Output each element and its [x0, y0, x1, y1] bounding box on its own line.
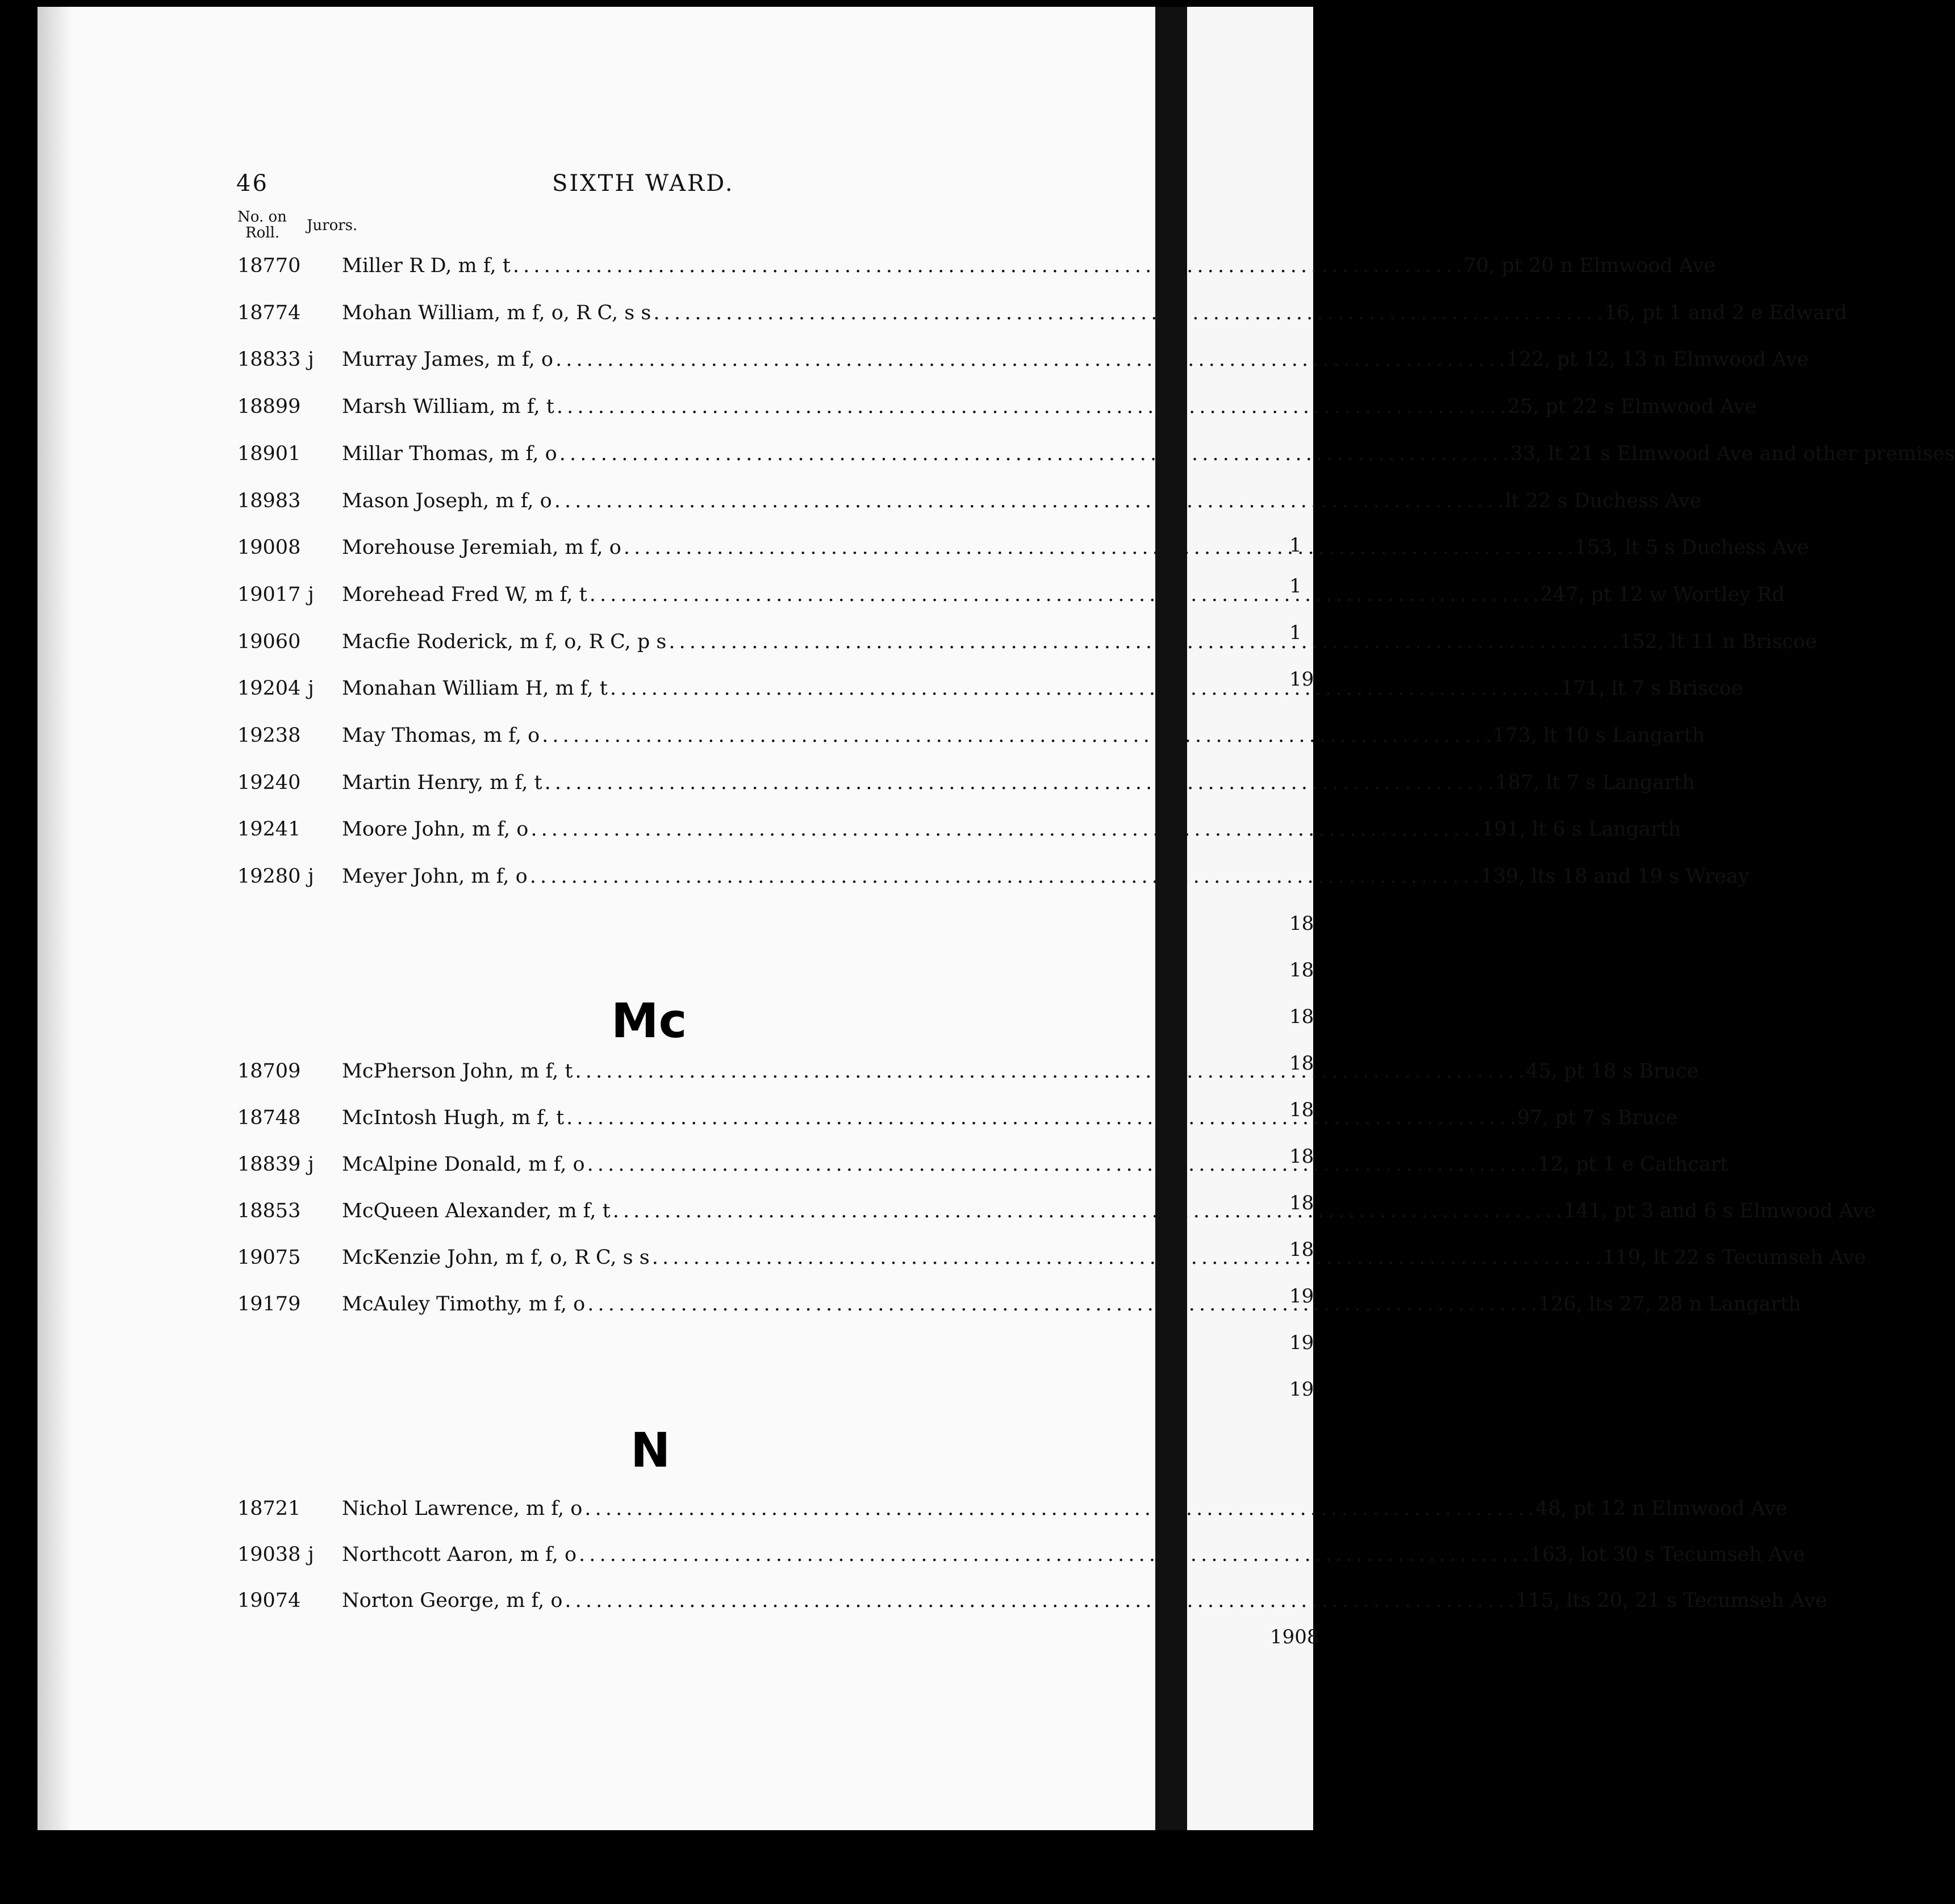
roll-number: 19060: [237, 630, 301, 653]
roll-number: 18901: [237, 442, 301, 465]
entry-line: [342, 1497, 1787, 1520]
roll-number: 19241: [237, 818, 301, 841]
roll-entry: [237, 395, 1757, 428]
property-description: 119, lt 22 s Tecumseh Ave: [1602, 1246, 1866, 1269]
entry-line: [342, 583, 1785, 606]
roll-entry: [237, 1293, 1801, 1326]
heading-n: N: [630, 1422, 671, 1478]
roll-entry: [237, 489, 1702, 523]
elector-name: McKenzie John, m f, o, R C, s s: [342, 1246, 650, 1269]
roll-number: 18748: [237, 1107, 301, 1129]
roll-entry: [237, 348, 1809, 381]
property-description: lt 22 s Duchess Ave: [1505, 489, 1702, 512]
elector-name: McIntosh Hugh, m f, t: [342, 1107, 565, 1129]
elector-name: McPherson John, m f, t: [342, 1060, 573, 1083]
roll-entry: [237, 1589, 1827, 1622]
roll-entry: [237, 254, 1716, 287]
entry-line: [342, 489, 1702, 512]
property-description: 141, pt 3 and 6 s Elmwood Ave: [1563, 1200, 1876, 1222]
juror-mark: j: [308, 348, 314, 371]
elector-name: Mason Joseph, m f, o: [342, 489, 552, 512]
elector-name: Martin Henry, m f, t: [342, 771, 542, 794]
property-description: 173, lt 10 s Langarth: [1493, 724, 1705, 747]
elector-name: May Thomas, m f, o: [342, 724, 540, 747]
adjacent-page-number-fragment: 18: [1289, 1238, 1314, 1261]
juror-mark: j: [308, 677, 314, 700]
dot-leader: [555, 348, 1504, 371]
juror-mark: j: [308, 1153, 314, 1176]
roll-entry: [237, 818, 1681, 851]
dot-leader: [513, 254, 1461, 277]
entry-line: [342, 254, 1716, 277]
dot-leader: [613, 1200, 1561, 1222]
roll-number: 18983: [237, 489, 301, 512]
entry-line: [342, 395, 1757, 419]
roll-label: Roll.: [245, 224, 280, 241]
property-description: 163, lot 30 s Tecumseh Ave: [1530, 1543, 1805, 1566]
elector-name: Nichol Lawrence, m f, o: [342, 1497, 583, 1520]
roll-number: 19238: [237, 724, 301, 747]
juror-mark: j: [308, 583, 314, 606]
elector-name: Millar Thomas, m f, o: [342, 442, 557, 465]
entry-line: [342, 301, 1848, 324]
dot-leader: [587, 1293, 1536, 1316]
roll-entry: [237, 771, 1695, 804]
no-on-label: No. on: [237, 208, 287, 226]
entry-line: [342, 771, 1695, 794]
roll-entry: [237, 1497, 1787, 1530]
dot-leader: [579, 1543, 1527, 1566]
adjacent-page-number-fragment: 18: [1289, 1052, 1314, 1075]
entry-line: [342, 1589, 1827, 1612]
roll-number: 18839: [237, 1153, 301, 1176]
property-description: 48, pt 12 n Elmwood Ave: [1535, 1497, 1787, 1520]
elector-name: Moore John, m f, o: [342, 818, 529, 841]
juror-mark: j: [308, 1543, 314, 1566]
roll-entry: [237, 301, 1848, 335]
roll-entry: [237, 630, 1818, 663]
adjacent-page-number-fragment: 18: [1289, 1145, 1314, 1168]
entry-line: [342, 865, 1749, 888]
property-description: 70, pt 20 n Elmwood Ave: [1463, 254, 1716, 277]
dot-leader: [565, 1589, 1513, 1612]
property-description: 139, lts 18 and 19 s Wreay: [1480, 865, 1749, 888]
roll-entry: [237, 677, 1743, 710]
page-number: 46: [236, 170, 269, 197]
ward-title: SIXTH WARD.: [552, 170, 734, 197]
roll-number: 19038: [237, 1543, 301, 1566]
property-description: 126, lts 27, 28 n Langarth: [1538, 1293, 1801, 1316]
roll-number: 19204: [237, 677, 301, 700]
roll-entry: [237, 1107, 1678, 1139]
elector-name: Morehead Fred W, m f, t: [342, 583, 587, 606]
dot-leader: [575, 1060, 1523, 1083]
property-description: 247, pt 12 w Wortley Rd: [1540, 583, 1785, 606]
roll-entry: [237, 1543, 1805, 1576]
roll-number: 19179: [237, 1293, 301, 1316]
roll-entry: [237, 1153, 1728, 1186]
entry-line: [342, 724, 1705, 747]
elector-name: Mohan William, m f, o, R C, s s: [342, 301, 651, 324]
property-description: 122, pt 12, 13 n Elmwood Ave: [1506, 348, 1809, 371]
adjacent-page-number-fragment: 1908: [1270, 1626, 1319, 1648]
dot-leader: [554, 490, 1503, 512]
adjacent-page-number-fragment: 19: [1289, 1378, 1314, 1401]
dot-leader: [557, 395, 1505, 418]
property-description: 152, lt 11 n Briscoe: [1619, 630, 1818, 653]
dot-leader: [559, 442, 1508, 465]
adjacent-page-number-fragment: 18: [1289, 1005, 1314, 1028]
roll-number: 19017: [237, 583, 301, 606]
elector-name: Monahan William H, m f, t: [342, 677, 608, 700]
dot-leader: [566, 1107, 1515, 1129]
dot-leader: [545, 771, 1493, 794]
juror-mark: j: [308, 865, 314, 888]
property-description: 153, lt 5 s Duchess Ave: [1574, 536, 1809, 559]
adjacent-page-number-fragment: 19: [1289, 1285, 1314, 1308]
dot-leader: [530, 865, 1478, 888]
elector-name: Macfie Roderick, m f, o, R C, p s: [342, 630, 667, 653]
dot-leader: [530, 818, 1479, 841]
dot-leader: [587, 1153, 1536, 1176]
property-description: 97, pt 7 s Bruce: [1517, 1107, 1678, 1129]
dot-leader: [542, 724, 1490, 747]
property-description: 33, lt 21 s Elmwood Ave and other premises: [1510, 442, 1955, 465]
roll-number: 18709: [237, 1060, 301, 1083]
elector-name: McAlpine Donald, m f, o: [342, 1153, 585, 1176]
elector-name: Northcott Aaron, m f, o: [342, 1543, 577, 1566]
property-description: 45, pt 18 s Bruce: [1526, 1060, 1699, 1083]
column-header-number: [237, 209, 287, 241]
entry-line: [342, 348, 1809, 371]
roll-number: 18774: [237, 301, 301, 324]
roll-entry: [237, 536, 1809, 569]
elector-name: Norton George, m f, o: [342, 1589, 563, 1612]
elector-name: McQueen Alexander, m f, t: [342, 1200, 611, 1222]
adjacent-page-number-fragment: 18: [1289, 1099, 1314, 1121]
property-description: 171, lt 7 s Briscoe: [1560, 677, 1743, 700]
property-description: 115, lts 20, 21 s Tecumseh Ave: [1515, 1589, 1827, 1612]
property-description: 187, lt 7 s Langarth: [1495, 771, 1695, 794]
roll-entry: [237, 442, 1955, 475]
roll-number: 19280: [237, 865, 301, 888]
roll-number: 19074: [237, 1589, 301, 1612]
dot-leader: [624, 536, 1572, 559]
roll-number: 18899: [237, 395, 301, 419]
entry-line: [342, 536, 1809, 559]
roll-number: 18721: [237, 1497, 301, 1520]
elector-name: Miller R D, m f, t: [342, 254, 511, 277]
dot-leader: [669, 631, 1617, 653]
roll-entry: [237, 1060, 1699, 1093]
dot-leader: [590, 583, 1538, 606]
dot-leader: [653, 302, 1602, 324]
elector-name: Morehouse Jeremiah, m f, o: [342, 536, 621, 559]
adjacent-page-number-fragment: 18: [1289, 1192, 1314, 1214]
property-description: 25, pt 22 s Elmwood Ave: [1507, 395, 1757, 419]
dot-leader: [584, 1497, 1533, 1520]
adjacent-page-number-fragment: 1: [1289, 575, 1302, 598]
page-shadow: [37, 7, 72, 1830]
entry-line: [342, 630, 1818, 653]
elector-name: Meyer John, m f, o: [342, 865, 528, 888]
entry-line: [342, 1060, 1699, 1083]
adjacent-page-number-fragment: 1: [1289, 534, 1302, 557]
elector-name: Marsh William, m f, t: [342, 395, 554, 419]
property-description: 191, lt 6 s Langarth: [1481, 818, 1681, 841]
roll-number: 19008: [237, 536, 301, 559]
roll-number: 19075: [237, 1246, 301, 1269]
dot-leader: [610, 677, 1559, 700]
entry-line: [342, 1543, 1805, 1566]
roll-entry: [237, 1200, 1876, 1233]
roll-number: 18833: [237, 348, 301, 371]
property-description: 12, pt 1 e Cathcart: [1538, 1153, 1728, 1176]
roll-entry: [237, 865, 1749, 898]
adjacent-page-number-fragment: 18: [1289, 959, 1314, 982]
adjacent-page-number-fragment: 19: [1289, 668, 1314, 691]
entry-line: [342, 442, 1955, 465]
dot-leader: [652, 1246, 1601, 1269]
heading-mc: Mc: [611, 993, 687, 1049]
elector-name: Murray James, m f, o: [342, 348, 553, 371]
roll-entry: [237, 724, 1705, 757]
roll-number: 19240: [237, 771, 301, 794]
roll-number: 18853: [237, 1200, 301, 1222]
entry-line: [342, 818, 1681, 841]
adjacent-page-number-fragment: 19: [1289, 1331, 1314, 1354]
adjacent-page-number-fragment: 18: [1289, 912, 1314, 935]
column-header-jurors: Jurors.: [307, 217, 358, 234]
roll-number: 18770: [237, 254, 301, 277]
roll-entry: [237, 583, 1785, 616]
property-description: 16, pt 1 and 2 e Edward: [1604, 301, 1848, 324]
elector-name: McAuley Timothy, m f, o: [342, 1293, 586, 1316]
adjacent-page-number-fragment: 1: [1289, 621, 1302, 644]
